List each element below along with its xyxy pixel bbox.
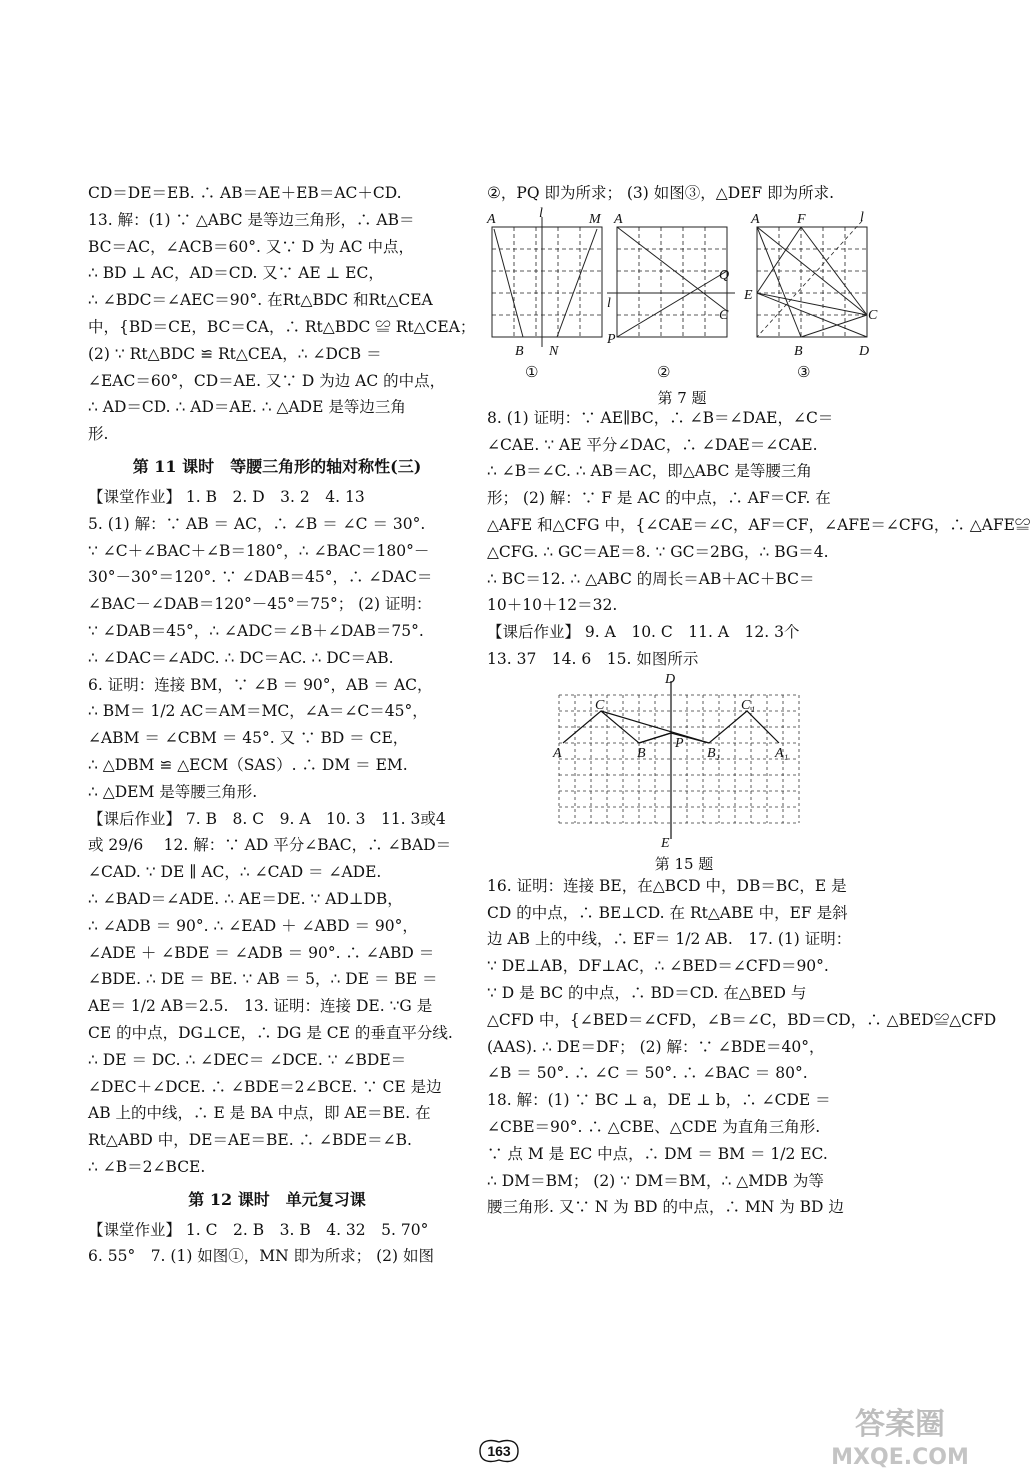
f15-label-c1: C₁	[741, 697, 756, 713]
text-line: 形.	[88, 425, 109, 444]
f15-label-d: D	[665, 671, 676, 687]
text-line: 【课堂作业】 1. C 2. B 3. B 4. 32 5. 70°	[88, 1220, 429, 1239]
f7-label-f3: F	[797, 211, 806, 227]
text-line: CE 的中点，DG⊥CE，∴ DG 是 CE 的垂直平分线.	[88, 1023, 453, 1042]
text-line: 30°－30°＝120°. ∵ ∠DAB＝45°，∴ ∠DAC＝	[88, 568, 433, 587]
text-line: (AAS). ∴ DE＝DF； (2) 解：∵ ∠BDE＝40°，	[487, 1037, 825, 1056]
page-number-badge	[476, 1436, 522, 1466]
right-column	[487, 180, 1030, 1221]
text-line: 中，{BD＝CE，BC＝CA，∴ Rt△BDC ≌ Rt△CEA；	[88, 317, 476, 336]
f7-label-a3: A	[751, 211, 760, 227]
f7-sub-2: ②	[657, 362, 671, 381]
f7-label-l3: l	[860, 209, 864, 225]
f7-label-a2: A	[614, 211, 623, 227]
f15-label-e: E	[661, 835, 670, 851]
text-line: ∴ BD ⊥ AC，AD＝CD. 又∵ AE ⊥ EC，	[88, 264, 384, 283]
text-line: CD＝DE＝EB. ∴ AB＝AE＋EB＝AC＋CD.	[88, 184, 402, 202]
text-line: ∠ADE ＋ ∠BDE ＝ ∠ADB ＝ 90°. ∴ ∠ABD ＝	[88, 943, 435, 962]
text-line: 6. 55° 7. (1) 如图①，MN 即为所求； (2) 如图	[88, 1247, 434, 1266]
text-line: 16. 证明：连接 BE，在△BCD 中，DB＝BC，E 是	[487, 876, 847, 895]
text-line: 或 29/6 12. 解：∵ AD 平分∠BAC，∴ ∠BAD＝	[88, 836, 452, 855]
text-line: Rt△ABD 中，DE＝AE＝BE. ∴ ∠BDE＝∠B.	[88, 1131, 412, 1150]
figure-15-caption: 第 15 题	[654, 854, 714, 873]
f7-label-b3: B	[794, 343, 803, 359]
figure-7-drawing	[487, 207, 877, 383]
figure-15	[549, 673, 877, 873]
f15-label-b1: B₁	[707, 745, 721, 761]
watermark-logo	[800, 1398, 1000, 1471]
text-line: △AFE 和△CFG 中，{∠CAE＝∠C，AF＝CF，∠AFE＝∠CFG，∴ △AFE≌	[487, 515, 1030, 534]
text-line: 10＋10＋12＝32.	[487, 596, 618, 615]
f7-label-n1: N	[549, 343, 559, 359]
text-line: 【课后作业】 7. B 8. C 9. A 10. 3 11. 3或4	[88, 809, 446, 828]
text-line: ∴ ∠ADB ＝ 90°. ∴ ∠EAD ＋ ∠ABD ＝ 90°，	[88, 916, 418, 935]
text-line: ∠CAE. ∵ AE 平分∠DAC，∴ ∠DAE＝∠CAE.	[487, 435, 818, 454]
text-line: ∵ 点 M 是 EC 中点，∴ DM ＝ BM ＝ 1/2 EC.	[487, 1144, 828, 1163]
text-line: ∠DEC＋∠DCE. ∴ ∠BDE＝2∠BCE. ∵ CE 是边	[88, 1077, 442, 1096]
f15-label-a1: A₁	[775, 745, 789, 761]
text-line: 腰三角形. 又∵ N 为 BD 的中点，∴ MN 为 BD 边	[487, 1198, 844, 1217]
text-line: 【课后作业】 9. A 10. C 11. A 12. 3个	[487, 623, 800, 642]
watermark-text-1: 答案圈	[855, 1407, 945, 1442]
left-block-1	[88, 180, 476, 448]
text-line: ∠B ＝ 50°. ∴ ∠C ＝ 50°. ∴ ∠BAC ＝ 80°.	[487, 1064, 808, 1083]
section-11-title: 第 11 课时 等腰三角形的轴对称性(三)	[132, 456, 422, 476]
text-line: 13. 解：(1) ∵ △ABC 是等边三角形，∴ AB＝	[88, 210, 415, 229]
text-line: ∴ △DBM ≌ △ECM（SAS）. ∴ DM ＝ EM.	[88, 755, 408, 774]
left-block-2	[88, 484, 466, 1181]
right-block-3	[487, 873, 997, 1221]
text-line: 6. 证明：连接 BM，∵ ∠B ＝ 90°，AB ＝ AC，	[88, 675, 433, 694]
text-line: 5. (1) 解：∵ AB ＝ AC，∴ ∠B ＝ ∠C ＝ 30°.	[88, 514, 426, 533]
right-block-1	[487, 180, 877, 207]
f7-label-d3: D	[859, 343, 870, 359]
f7-label-l1: l	[539, 205, 543, 221]
text-line: ∴ ∠BAD＝∠ADE. ∴ AE＝DE. ∵ AD⊥DB，	[88, 889, 403, 908]
f7-label-b1: B	[515, 343, 524, 359]
f7-sub-3: ③	[797, 362, 811, 381]
f7-label-c2: C	[719, 307, 729, 323]
text-line: ∵ D 是 BC 的中点，∴ BD＝CD. 在△BED 与	[487, 983, 807, 1002]
text-line: ∠BDE. ∴ DE ＝ BE. ∵ AB ＝ 5，∴ DE ＝ BE ＝	[88, 970, 438, 989]
text-line: 边 AB 上的中线，∴ EF＝ 1/2 AB. 17. (1) 证明：	[487, 930, 852, 949]
text-line: BC＝AC，∠ACB＝60°. 又∵ D 为 AC 中点，	[88, 237, 415, 256]
text-line: ∴ AD＝CD. ∴ AD＝AE. ∴ △ADE 是等边三角	[88, 398, 406, 417]
text-line: ∴ △DEM 是等腰三角形.	[88, 782, 258, 801]
text-line: ∠CAD. ∵ DE ∥ AC，∴ ∠CAD ＝ ∠ADE.	[88, 863, 382, 882]
text-line: ∴ ∠BDC＝∠AEC＝90°. 在Rt△BDC 和Rt△CEA	[88, 291, 433, 310]
text-line: ②，PQ 即为所求； (3) 如图③，△DEF 即为所求.	[487, 184, 835, 202]
text-line: ∴ BM＝ 1/2 AC＝AM＝MC，∠A＝∠C＝45°，	[88, 702, 428, 721]
text-line: (2) ∵ Rt△BDC ≌ Rt△CEA，∴ ∠DCB ＝	[88, 344, 382, 363]
text-line: 8. (1) 证明：∵ AE∥BC，∴ ∠B＝∠DAE，∠C＝	[487, 408, 834, 427]
f15-label-a: A	[553, 745, 562, 761]
figure-7	[487, 207, 877, 405]
text-line: ∴ BC＝12. ∴ △ABC 的周长＝AB＋AC＋BC＝	[487, 569, 815, 588]
text-line: ∠EAC＝60°，CD＝AE. 又∵ D 为边 AC 的中点，	[88, 371, 446, 390]
left-column	[88, 180, 476, 1270]
text-line: 形； (2) 解：∵ F 是 AC 的中点，∴ AF＝CF. 在	[487, 489, 831, 508]
f15-label-p: P	[675, 735, 684, 751]
text-line: ∴ ∠B＝∠C. ∴ AB＝AC，即△ABC 是等腰三角	[487, 462, 812, 481]
text-line: ∠BAC－∠DAB＝120°－45°＝75°； (2) 证明：	[88, 595, 432, 614]
watermark-text-2: MXQE.COM	[831, 1445, 969, 1470]
text-line: ∠CBE＝90°. ∴ △CBE、△CDE 为直角三角形.	[487, 1117, 821, 1136]
text-line: AE＝ 1/2 AB＝2.5. 13. 证明：连接 DE. ∵G 是	[88, 997, 433, 1016]
f7-label-l2: l	[607, 295, 611, 311]
f15-label-c: C	[595, 697, 605, 713]
text-line: CD 的中点，∴ BE⊥CD. 在 Rt△ABE 中，EF 是斜	[487, 903, 848, 922]
right-block-2	[487, 405, 1030, 673]
text-line: ∵ ∠C＋∠BAC＋∠B＝180°，∴ ∠BAC＝180°－	[88, 541, 430, 560]
section-12-title: 第 12 课时 单元复习课	[188, 1189, 366, 1209]
f7-label-a1: A	[487, 211, 496, 227]
text-line: 【课堂作业】 1. B 2. D 3. 2 4. 13	[88, 487, 365, 506]
text-line: △CFG. ∴ GC＝AE＝8. ∵ GC＝2BG，∴ BG＝4.	[487, 542, 829, 561]
page-number: 163	[487, 1443, 511, 1459]
figure-7-caption: 第 7 题	[657, 388, 707, 407]
f7-label-q2: Q	[719, 267, 730, 283]
f7-label-p2: P	[607, 331, 616, 347]
text-line: ∴ DM＝BM； (2) ∵ DM＝BM，∴ △MDB 为等	[487, 1171, 824, 1190]
left-block-3	[88, 1217, 466, 1271]
text-line: ∠ABM ＝ ∠CBM ＝ 45°. 又 ∵ BD ＝ CE，	[88, 729, 409, 748]
text-line: 13. 37 14. 6 15. 如图所示	[487, 649, 699, 668]
text-line: ∵ ∠DAB＝45°，∴ ∠ADC＝∠B＋∠DAB＝75°.	[88, 621, 424, 640]
figure-15-drawing	[549, 673, 819, 849]
text-line: ∴ ∠DAC＝∠ADC. ∴ DC＝AC. ∴ DC＝AB.	[88, 648, 394, 667]
f7-label-m1: M	[589, 211, 601, 227]
text-line: ∴ DE ＝ DC. ∴ ∠DEC＝ ∠DCE. ∵ ∠BDE＝	[88, 1050, 407, 1069]
text-line: △CFD 中，{∠BED＝∠CFD，∠B＝∠C，BD＝CD，∴ △BED≌△CFD	[487, 1010, 997, 1029]
f15-label-b: B	[637, 745, 646, 761]
text-line: 18. 解：(1) ∵ BC ⊥ a，DE ⊥ b，∴ ∠CDE ＝	[487, 1091, 831, 1110]
text-line: ∵ DE⊥AB，DF⊥AC，∴ ∠BED＝∠CFD＝90°.	[487, 957, 829, 976]
f7-label-e3: E	[744, 287, 753, 303]
text-line: ∴ ∠B＝2∠BCE.	[88, 1157, 206, 1176]
f7-sub-1: ①	[525, 362, 539, 381]
text-line: AB 上的中线，∴ E 是 BA 中点，即 AE＝BE. 在	[88, 1104, 431, 1123]
f7-label-c3: C	[868, 307, 878, 323]
